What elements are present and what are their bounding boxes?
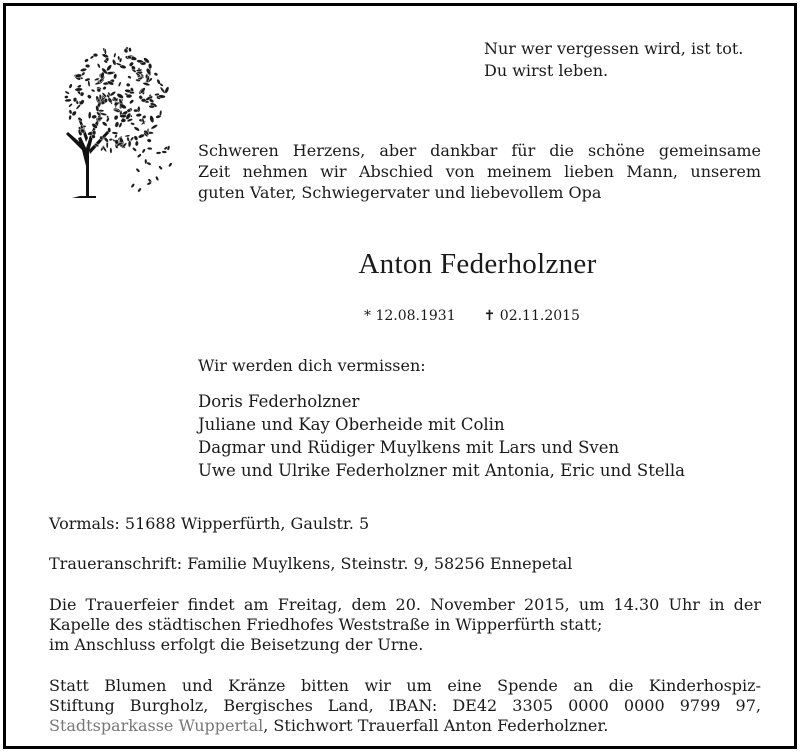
list-item: Juliane und Kay Oberheide mit Colin [198,415,505,434]
list-item: Uwe und Ulrike Federholzner mit Antonia, Eric und Stella [198,461,686,480]
donation-keyword: , Stichwort Trauerfall Anton Federholzner. [263,716,609,735]
tree-in-wind-icon [42,38,174,198]
ceremony-line: Die Trauerfeier findet am Freitag, dem 20. November 2015, um 14.30 Uhr in der [49,595,761,614]
motto-line: Du wirst leben. [484,61,609,80]
intro-text [198,140,761,203]
mourning-address: Traueranschrift: Familie Muylkens, Steinstr. 9, 58256 Ennepetal [49,554,573,573]
ceremony-line: Kapelle des städtischen Friedhofes Weststraße in Wipperfürth statt; [49,615,603,634]
former-address: Vormals: 51688 Wipperfürth, Gaulstr. 5 [49,514,370,533]
donation-line: Statt Blumen und Kränze bitten wir um eine Spende an die Kinderhospiz- [49,676,761,695]
life-dates [364,308,580,324]
list-item: Doris Federholzner [198,392,360,411]
deceased-name: Anton Federholzner [358,248,597,280]
birth-date: * 12.08.1931 [364,308,456,324]
donation-line [49,716,761,736]
donation-text [49,676,761,736]
obituary-frame [3,3,797,749]
intro-line: Zeit nehmen wir Abschied von meinem lieben Mann, unserem [198,162,761,181]
bank-name: Stadtsparkasse Wuppertal [49,716,264,735]
death-date: ✝ 02.11.2015 [483,308,580,324]
intro-line: Schweren Herzens, aber dankbar für die schöne gemeinsame [198,141,761,160]
donation-line: Stiftung Burgholz, Bergisches Land, IBAN: DE42 3305 0000 0000 9799 97, [49,696,761,715]
list-item: Dagmar und Rüdiger Muylkens mit Lars und Sven [198,438,620,457]
ceremony-line: im Anschluss erfolgt die Beisetzung der Urne. [49,635,424,654]
motto [484,38,743,82]
intro-line: guten Vater, Schwiegervater und liebevollem Opa [198,183,602,202]
motto-line: Nur wer vergessen wird, ist tot. [484,39,744,58]
ceremony-text [49,595,761,655]
mourners-list [198,390,685,482]
mourners-heading: Wir werden dich vermissen: [198,356,426,375]
